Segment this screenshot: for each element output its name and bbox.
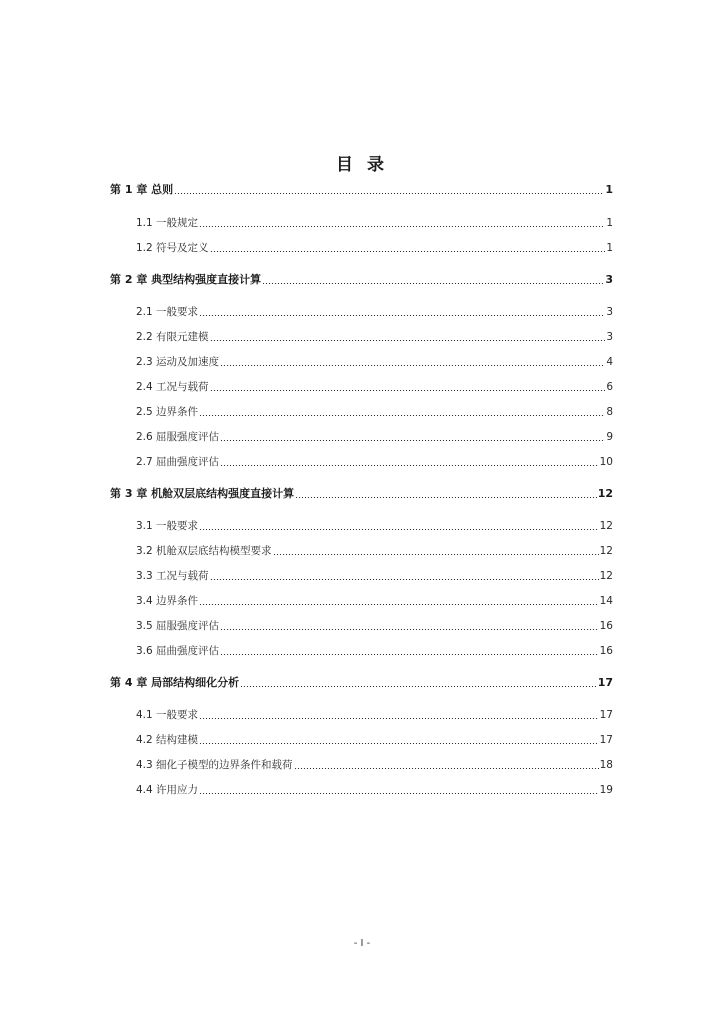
toc-section-entry[interactable] [136, 329, 613, 345]
toc-dot-leader [174, 193, 604, 194]
toc-dot-leader [295, 497, 597, 498]
toc-section-entry[interactable] [136, 732, 613, 748]
toc-entry-page-number: 3 [605, 273, 613, 286]
toc-entry-label: 3.3 工况与载荷 [136, 570, 209, 582]
toc-dot-leader [199, 718, 599, 719]
page-number-footer: - I - [353, 938, 371, 949]
toc-dot-leader [199, 604, 599, 605]
toc-entry-page-number: 16 [599, 645, 613, 657]
toc-entry-page-number: 16 [599, 620, 613, 632]
toc-section-entry[interactable] [136, 543, 613, 559]
toc-entry-label: 1.1 一般规定 [136, 217, 199, 229]
toc-section-entry[interactable] [136, 304, 613, 320]
toc-entry-page-number: 9 [606, 431, 613, 443]
toc-dot-leader [262, 283, 604, 284]
toc-entry-page-number: 3 [606, 306, 613, 318]
toc-entry-page-number: 6 [606, 381, 613, 393]
toc-entry-label: 3.5 屈服强度评估 [136, 620, 220, 632]
toc-chapter-entry[interactable] [110, 272, 613, 288]
toc-entry-label: 第 4 章 局部结构细化分析 [110, 676, 240, 689]
toc-dot-leader [294, 768, 599, 769]
toc-entry-label: 2.3 运动及加速度 [136, 356, 220, 368]
toc-dot-leader [199, 415, 605, 416]
toc-section-entry[interactable] [136, 429, 613, 445]
toc-dot-leader [199, 226, 605, 227]
toc-entry-page-number: 14 [599, 595, 613, 607]
toc-entry-page-number: 17 [599, 709, 613, 721]
toc-entry-page-number: 12 [599, 545, 613, 557]
toc-dot-leader [220, 629, 599, 630]
toc-dot-leader [210, 251, 606, 252]
toc-dot-leader [220, 440, 605, 441]
toc-dot-leader [199, 529, 599, 530]
toc-entry-label: 第 1 章 总则 [110, 183, 174, 196]
toc-section-entry[interactable] [136, 643, 613, 659]
toc-dot-leader [220, 365, 605, 366]
toc-entry-label: 2.4 工况与载荷 [136, 381, 209, 393]
toc-chapter-entry[interactable] [110, 486, 613, 502]
toc-entry-label: 1.2 符号及定义 [136, 242, 209, 254]
toc-dot-leader [210, 340, 606, 341]
toc-entry-page-number: 10 [599, 456, 613, 468]
toc-chapter-entry[interactable] [110, 675, 613, 691]
toc-section-entry[interactable] [136, 782, 613, 798]
toc-section-entry[interactable] [136, 518, 613, 534]
toc-dot-leader [199, 793, 599, 794]
toc-entry-label: 2.6 屈服强度评估 [136, 431, 220, 443]
toc-entry-label: 2.7 屈曲强度评估 [136, 456, 220, 468]
toc-dot-leader [240, 686, 597, 687]
toc-section-entry[interactable] [136, 354, 613, 370]
toc-entry-page-number: 18 [599, 759, 613, 771]
toc-dot-leader [210, 579, 599, 580]
toc-entry-label: 2.2 有限元建模 [136, 331, 209, 343]
toc-section-entry[interactable] [136, 757, 613, 773]
toc-section-entry[interactable] [136, 454, 613, 470]
toc-section-entry[interactable] [136, 240, 613, 256]
toc-section-entry[interactable] [136, 707, 613, 723]
toc-entry-label: 3.1 一般要求 [136, 520, 199, 532]
toc-entry-label: 4.3 细化子模型的边界条件和载荷 [136, 759, 293, 771]
toc-entry-label: 3.2 机舱双层底结构模型要求 [136, 545, 272, 557]
toc-entry-page-number: 12 [599, 570, 613, 582]
toc-entry-label: 第 2 章 典型结构强度直接计算 [110, 273, 262, 286]
toc-dot-leader [220, 654, 599, 655]
toc-entry-label: 2.5 边界条件 [136, 406, 199, 418]
toc-dot-leader [199, 743, 599, 744]
toc-dot-leader [210, 390, 606, 391]
toc-entry-label: 3.4 边界条件 [136, 595, 199, 607]
toc-section-entry[interactable] [136, 215, 613, 231]
toc-entry-page-number: 3 [606, 331, 613, 343]
toc-entry-page-number: 17 [599, 734, 613, 746]
toc-entry-label: 2.1 一般要求 [136, 306, 199, 318]
toc-entry-page-number: 1 [605, 183, 613, 196]
toc-section-entry[interactable] [136, 618, 613, 634]
toc-dot-leader [199, 315, 605, 316]
toc-entry-label: 4.4 许用应力 [136, 784, 199, 796]
toc-section-entry[interactable] [136, 379, 613, 395]
toc-entry-page-number: 17 [597, 676, 613, 689]
toc-section-entry[interactable] [136, 568, 613, 584]
toc-entry-label: 4.1 一般要求 [136, 709, 199, 721]
toc-entry-page-number: 12 [599, 520, 613, 532]
toc-entry-label: 第 3 章 机舱双层底结构强度直接计算 [110, 487, 295, 500]
toc-entry-page-number: 12 [597, 487, 613, 500]
toc-dot-leader [220, 465, 599, 466]
toc-dot-leader [273, 554, 599, 555]
toc-entry-page-number: 8 [606, 406, 613, 418]
toc-entry-label: 4.2 结构建模 [136, 734, 199, 746]
toc-entry-page-number: 19 [599, 784, 613, 796]
toc-entry-page-number: 4 [606, 356, 613, 368]
page-title: 目 录 [336, 155, 388, 175]
toc-entry-page-number: 1 [606, 242, 613, 254]
toc-section-entry[interactable] [136, 593, 613, 609]
toc-section-entry[interactable] [136, 404, 613, 420]
toc-entry-page-number: 1 [606, 217, 613, 229]
toc-entry-label: 3.6 屈曲强度评估 [136, 645, 220, 657]
toc-chapter-entry[interactable] [110, 182, 613, 198]
